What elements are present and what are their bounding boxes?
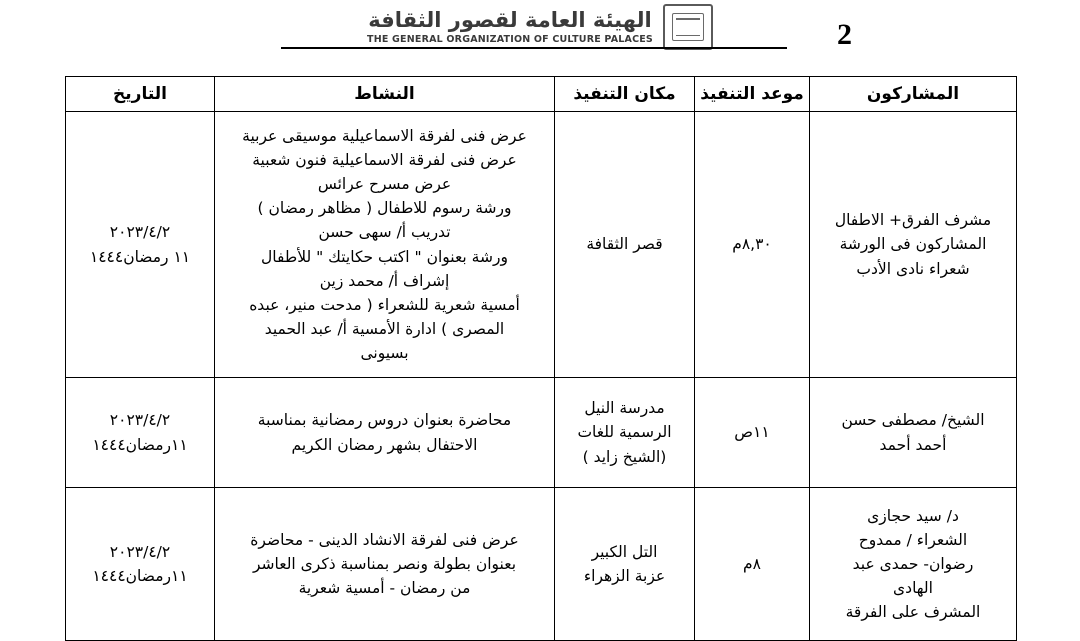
cell-place <box>555 488 695 641</box>
table-body <box>66 112 1017 641</box>
column-header-activity: النشاط <box>215 77 555 112</box>
text-line: قصر الثقافة <box>586 235 663 254</box>
organization-logo <box>367 4 713 50</box>
text-line: (الشيخ زايد ) <box>582 447 667 466</box>
text-line: رضوان- حمدى عبد <box>852 554 974 573</box>
cell-date <box>66 378 215 488</box>
column-header-participants: المشاركون <box>810 77 1017 112</box>
column-header-date: التاريخ <box>66 77 215 112</box>
time-lines <box>701 420 803 444</box>
text-line: مدرسة النيل <box>584 399 665 418</box>
column-header-place: مكان التنفيذ <box>555 77 695 112</box>
text-line: التل الكبير <box>591 542 658 561</box>
document-header <box>0 0 1080 62</box>
text-line: عرض فنى لفرقة الاسماعيلية فنون شعبية <box>252 151 517 170</box>
text-line: ٢٠٢٣/٤/٢ <box>109 223 171 242</box>
text-line: أحمد أحمد <box>879 435 947 454</box>
text-line: ٢٠٢٣/٤/٢ <box>109 411 171 430</box>
date-lines <box>72 220 208 268</box>
table-row <box>66 488 1017 641</box>
cell-activity <box>215 488 555 641</box>
text-line: عزبة الزهراء <box>583 567 666 585</box>
cell-activity <box>215 378 555 488</box>
cell-time <box>695 488 810 641</box>
cell-place <box>555 378 695 488</box>
cell-participants <box>810 112 1017 378</box>
activity-lines <box>221 528 548 600</box>
organization-emblem-icon <box>663 4 713 50</box>
text-line: ١١ص <box>734 423 770 442</box>
participants-lines <box>816 408 1010 456</box>
activity-lines <box>221 408 548 456</box>
text-line: من رمضان - أمسية شعرية <box>298 579 471 597</box>
cell-date <box>66 112 215 378</box>
emblem-inner-shape <box>672 13 704 41</box>
text-line: ٨م <box>743 554 761 573</box>
text-line: ورشة بعنوان " اكتب حكايتك " للأطفال <box>261 247 508 266</box>
participants-lines <box>816 208 1010 280</box>
date-lines <box>72 540 208 588</box>
text-line: ١١رمضان١٤٤٤ <box>92 567 188 585</box>
organization-name-arabic: الهيئة العامة لقصور الثقافة <box>368 8 652 33</box>
text-line: محاضرة بعنوان دروس رمضانية بمناسبة <box>257 411 512 430</box>
header-divider <box>281 47 787 49</box>
text-line: د/ سيد حجازى <box>867 506 959 525</box>
time-lines <box>701 552 803 576</box>
cell-time <box>695 112 810 378</box>
text-line: المشرف على الفرقة <box>845 603 981 622</box>
text-line: الهادى <box>893 579 933 597</box>
schedule-table <box>65 76 1017 641</box>
cell-date <box>66 488 215 641</box>
text-line: مشرف الفرق+ الاطفال <box>834 211 992 230</box>
date-lines <box>72 408 208 456</box>
cell-participants <box>810 488 1017 641</box>
participants-lines <box>816 504 1010 624</box>
text-line: ١١ رمضان١٤٤٤ <box>89 247 191 266</box>
place-lines <box>561 232 688 256</box>
text-line: شعراء نادى الأدب <box>856 259 970 278</box>
text-line: عرض فنى لفرقة الاسماعيلية موسيقى عربية <box>242 127 527 146</box>
text-line: تدريب أ/ سهى حسن <box>318 223 451 242</box>
text-line: عرض فنى لفرقة الانشاد الدينى - محاضرة <box>250 530 519 549</box>
text-line: الاحتفال بشهر رمضان الكريم <box>291 435 478 454</box>
text-line: الرسمية للغات <box>577 423 672 442</box>
time-lines <box>701 232 803 256</box>
organization-name-block <box>367 9 653 44</box>
text-line: ٨,٣٠م <box>732 235 772 254</box>
cell-participants <box>810 378 1017 488</box>
cell-activity <box>215 112 555 378</box>
text-line: ٢٠٢٣/٤/٢ <box>109 542 171 561</box>
text-line: عرض مسرح عرائس <box>317 175 452 194</box>
table-row <box>66 112 1017 378</box>
activity-lines <box>221 124 548 364</box>
text-line: الشعراء / ممدوح <box>858 530 968 549</box>
text-line: بعنوان بطولة ونصر بمناسبة ذكرى العاشر <box>252 554 517 573</box>
text-line: بسيونى <box>360 343 409 362</box>
cell-place <box>555 112 695 378</box>
place-lines <box>561 396 688 468</box>
organization-name-english: THE GENERAL ORGANIZATION OF CULTURE PALACES <box>367 33 653 45</box>
schedule-table-container <box>66 76 1017 641</box>
text-line: الشيخ/ مصطفى حسن <box>841 411 985 430</box>
text-line: ورشة رسوم للاطفال ( مظاهر رمضان ) <box>257 199 512 218</box>
column-header-time: موعد التنفيذ <box>695 77 810 112</box>
text-line: ١١رمضان١٤٤٤ <box>92 435 188 454</box>
text-line: أمسية شعرية للشعراء ( مدحت منير، عبده <box>249 295 520 314</box>
place-lines <box>561 540 688 588</box>
page-number: 2 <box>837 18 852 51</box>
text-line: إشراف أ/ محمد زين <box>319 271 450 290</box>
cell-time <box>695 378 810 488</box>
table-header-row <box>66 77 1017 112</box>
text-line: المصرى ) ادارة الأمسية أ/ عبد الحميد <box>264 319 505 338</box>
table-row <box>66 378 1017 488</box>
text-line: المشاركون فى الورشة <box>839 235 987 254</box>
